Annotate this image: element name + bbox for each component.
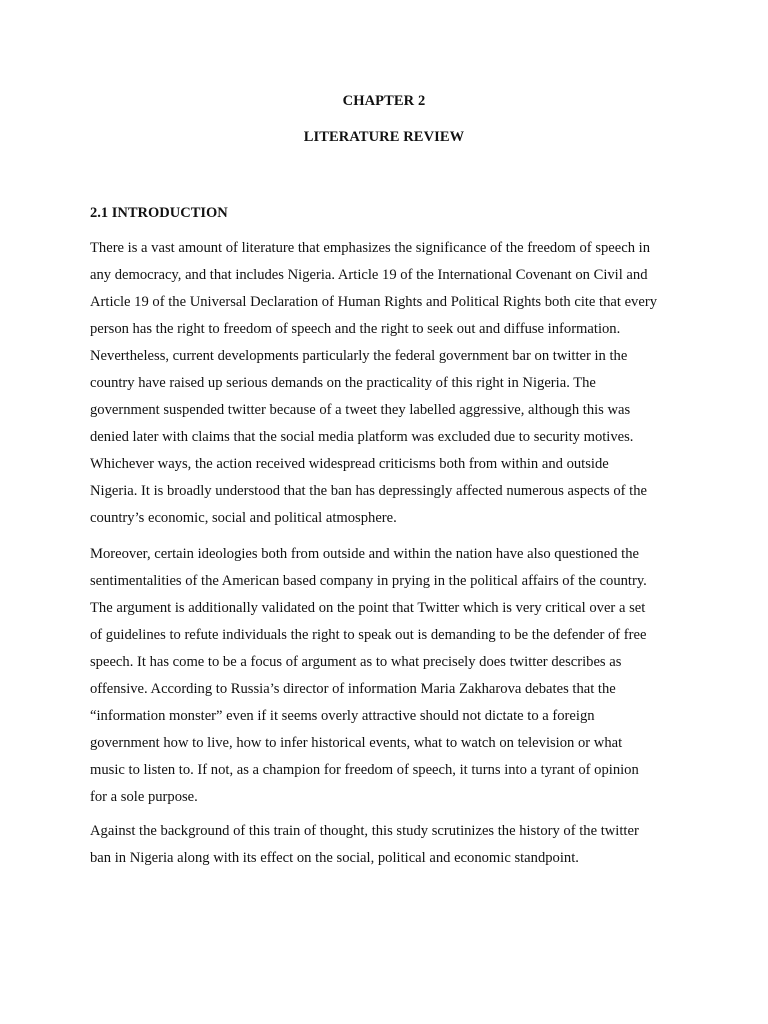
paragraph-line: sentimentalities of the American based company in prying in the political affairs of the country. [90,573,647,589]
paragraph-line: Article 19 of the Universal Declaration of Human Rights and Political Rights both cite that every [90,294,657,310]
paragraph-line: country have raised up serious demands on the practicality of this right in Nigeria. The [90,375,596,391]
paragraph-line: any democracy, and that includes Nigeria. Article 19 of the International Covenant on Civil and [90,267,648,283]
paragraph-line: music to listen to. If not, as a champion for freedom of speech, it turns into a tyrant of opinion [90,762,639,778]
paragraph-line: denied later with claims that the social media platform was excluded due to security motives. [90,429,634,445]
paragraph-line: speech. It has come to be a focus of argument as to what precisely does twitter describes as [90,654,622,670]
paragraph-line: ban in Nigeria along with its effect on the social, political and economic standpoint. [90,850,579,866]
paragraph-line: of guidelines to refute individuals the right to speak out is demanding to be the defender of free [90,627,647,643]
chapter-number: CHAPTER 2 [342,93,426,109]
paragraph-line: government how to live, how to infer historical events, what to watch on television or what [90,735,623,751]
paragraph-line: Whichever ways, the action received widespread criticisms both from within and outside [90,456,609,472]
paragraph-1 [90,235,700,532]
paragraph-line: government suspended twitter because of a tweet they labelled aggressive, although this was [90,402,631,418]
chapter-title: LITERATURE REVIEW [303,129,465,145]
paragraph-line: for a sole purpose. [90,789,198,805]
paragraph-line: Against the background of this train of thought, this study scrutinizes the history of the twitter [90,823,639,839]
paragraph-line: Nigeria. It is broadly understood that the ban has depressingly affected numerous aspects of the [90,483,647,499]
paragraph-2 [90,541,700,811]
paragraph-line: “information monster” even if it seems overly attractive should not dictate to a foreign [90,708,595,724]
paragraph-line: There is a vast amount of literature that emphasizes the significance of the freedom of speech in [90,240,651,256]
paragraph-line: offensive. According to Russia’s director of information Maria Zakharova debates that the [90,681,616,697]
paragraph-line: Nevertheless, current developments particularly the federal government bar on twitter in the [90,348,628,364]
paragraph-line: The argument is additionally validated on the point that Twitter which is very critical over a set [90,600,646,616]
section-heading: 2.1 INTRODUCTION [90,205,228,221]
paragraph-line: person has the right to freedom of speech and the right to seek out and diffuse information. [90,321,621,337]
paragraph-3 [90,818,700,872]
paragraph-line: country’s economic, social and political atmosphere. [90,510,397,526]
paragraph-line: Moreover, certain ideologies both from outside and within the nation have also questioned the [90,546,639,562]
